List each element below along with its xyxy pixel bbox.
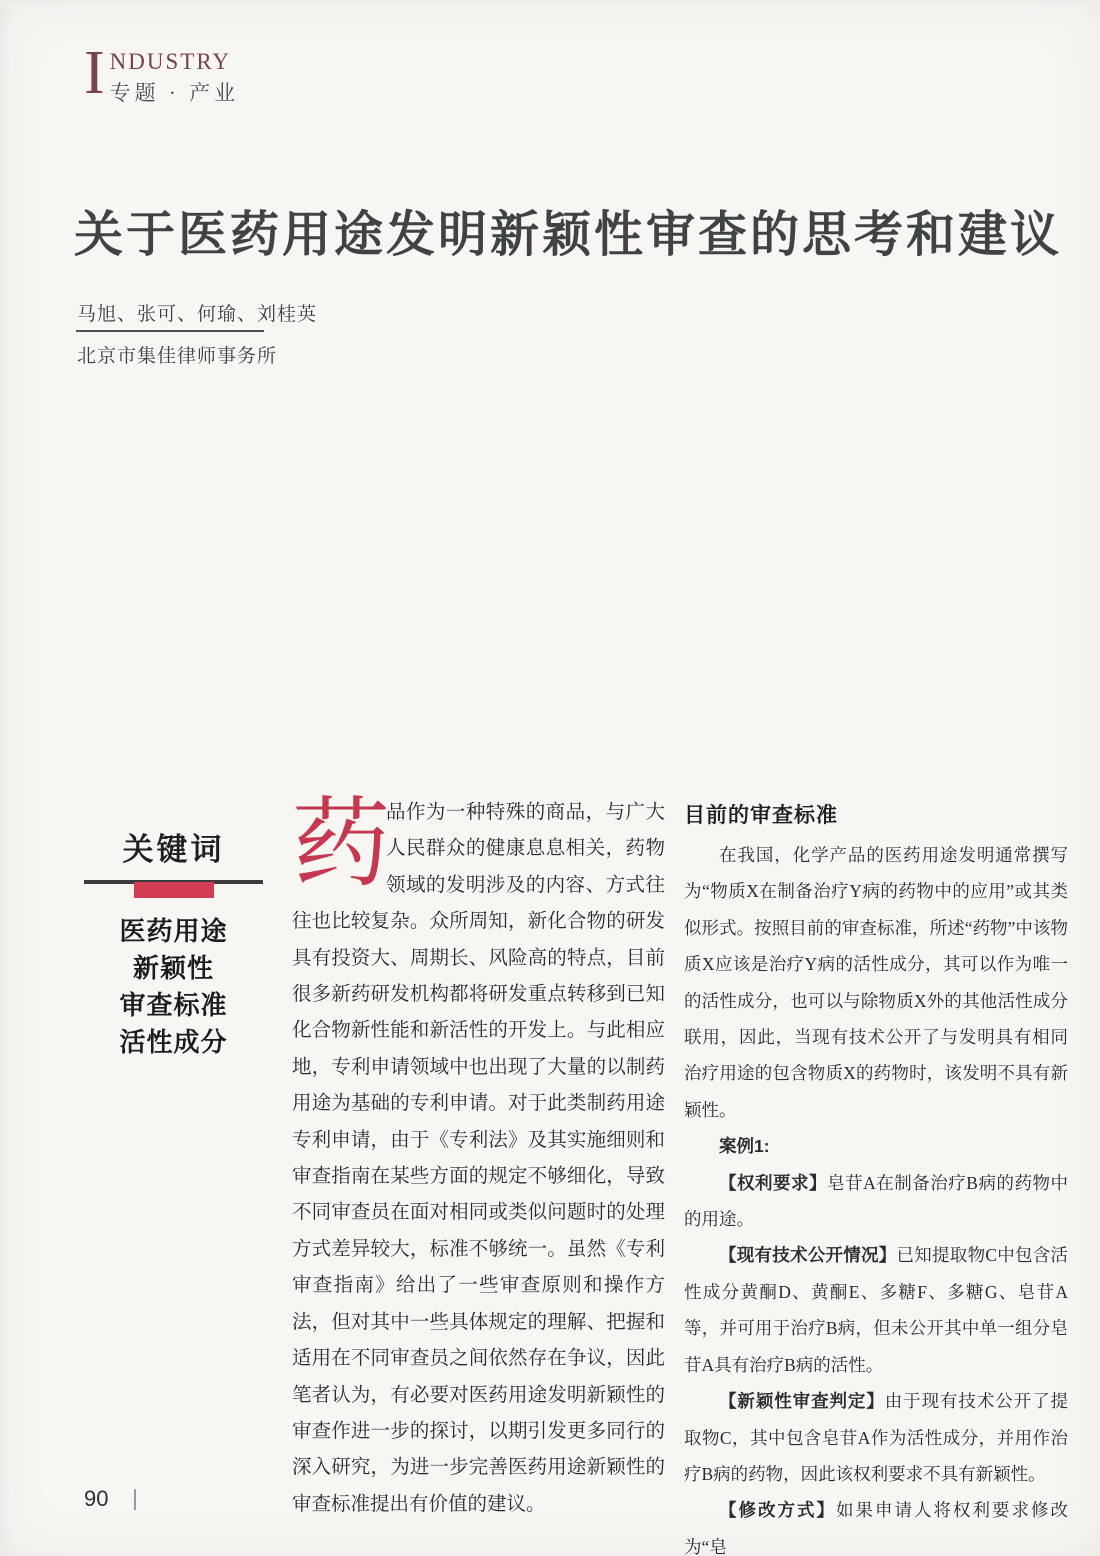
author-divider-rule: [76, 330, 264, 332]
paragraph-text: 如果申请人将权利要求修改为“皂: [684, 1500, 1068, 1556]
author-affiliation: 北京市集佳律师事务所: [77, 346, 278, 367]
page-number: 90: [84, 1486, 109, 1511]
paragraph-label: 【修改方式】: [719, 1500, 836, 1521]
section-paragraphs: [684, 837, 1068, 1556]
masthead-subtitle: 专题 · 产业: [109, 81, 240, 105]
section-paragraph: [684, 1128, 1068, 1164]
keyword-item: 活性成分: [119, 1028, 228, 1057]
keywords-divider: [84, 880, 263, 900]
page-number-divider: [134, 1489, 136, 1510]
paragraph-label: 【权利要求】: [719, 1172, 828, 1193]
paragraph-text: 在我国，化学产品的医药用途发明通常撰写为“物质X在制备治疗Y病的药物中的应用”或其类似形式。按照目前的审查标准，所述“药物”中该物质X应该是治疗Y病的活性成分，其可以作为唯一的活性成分，也可以与除物质X外的其他活性成分联用，因此，当现有技术公开了与发明具有相同治疗用途的包含物质X的药物时，该发明不具有新颖性。: [684, 845, 1068, 1120]
section-paragraph: [684, 1237, 1068, 1383]
keyword-item: 审查标准: [119, 991, 228, 1020]
keywords-red-block: [134, 882, 214, 898]
paragraph-text: 由于现有技术公开了提取物C，其中包含皂苷A作为活性成分，并用作治疗B病的药物，因此该权利要求不具有新颖性。: [684, 1391, 1068, 1484]
section-paragraph: [684, 1492, 1068, 1556]
masthead-title: NDUSTRY: [109, 49, 232, 74]
section-paragraph: [684, 1383, 1068, 1492]
paragraph-text: 皂苷A在制备治疗B病的药物中的用途。: [684, 1172, 1069, 1230]
keywords-heading: 关键词: [122, 832, 225, 867]
keyword-item: 新颖性: [132, 954, 214, 983]
lead-column: [292, 791, 665, 1523]
paragraph-label: 案例1:: [719, 1136, 770, 1157]
article-title: 关于医药用途发明新颖性审查的思考和建议: [74, 208, 1063, 262]
masthead: [84, 39, 240, 107]
masthead-text: [110, 48, 240, 107]
masthead-initial: I: [84, 39, 105, 107]
lead-text: 品作为一种特殊的商品，与广大人民群众的健康息息相关，药物领域的发明涉及的内容、方式往往也比较复杂。众所周知，新化合物的研发具有投资大、周期长、风险高的特点，目前很多新药研发机构都将研发重点转移到已知化合物新性能和新活性的开发上。与此相应地，专利申请领域中也出现了大量的以制药用途为基础的专利申请。对于此类制药用途专利申请，由于《专利法》及其实施细则和审查指南在某些方面的规定不够细化，导致不同审查员在面对相同或类似问题时的处理方式差异较大，标准不够统一。虽然《专利审查指南》给出了一些审查原则和操作方法，但对其中一些具体规定的理解、把握和适用在不同审查员之间依然存在争议，因此笔者认为，有必要对医药用途发明新颖性的审查作进一步的探讨，以期引发更多同行的深入研究，为进一步完善医药用途新颖性的审查标准提出有价值的建议。: [292, 802, 665, 1515]
section-paragraph: [684, 1165, 1068, 1238]
paragraph-label: 【现有技术公开情况】: [719, 1245, 897, 1266]
section-heading: 目前的审查标准: [684, 804, 838, 827]
lead-paragraph: [292, 791, 665, 1523]
section-paragraph: [684, 837, 1068, 1128]
dropcap-character: 药: [292, 791, 391, 899]
paragraph-label: 【新颖性审查判定】: [719, 1391, 885, 1412]
keywords-sidebar: [84, 824, 263, 1061]
paragraph-text: 已知提取物C中包含活性成分黄酮D、黄酮E、多糖F、多糖G、皂苷A等，并可用于治疗B病，但未公开其中单一组分皂苷A具有治疗B病的活性。: [684, 1245, 1069, 1375]
keywords-list: [84, 913, 263, 1061]
section-column: [684, 799, 1068, 1556]
keyword-item: 医药用途: [119, 917, 228, 946]
author-names: 马旭、张可、何瑜、刘桂英: [77, 304, 318, 325]
